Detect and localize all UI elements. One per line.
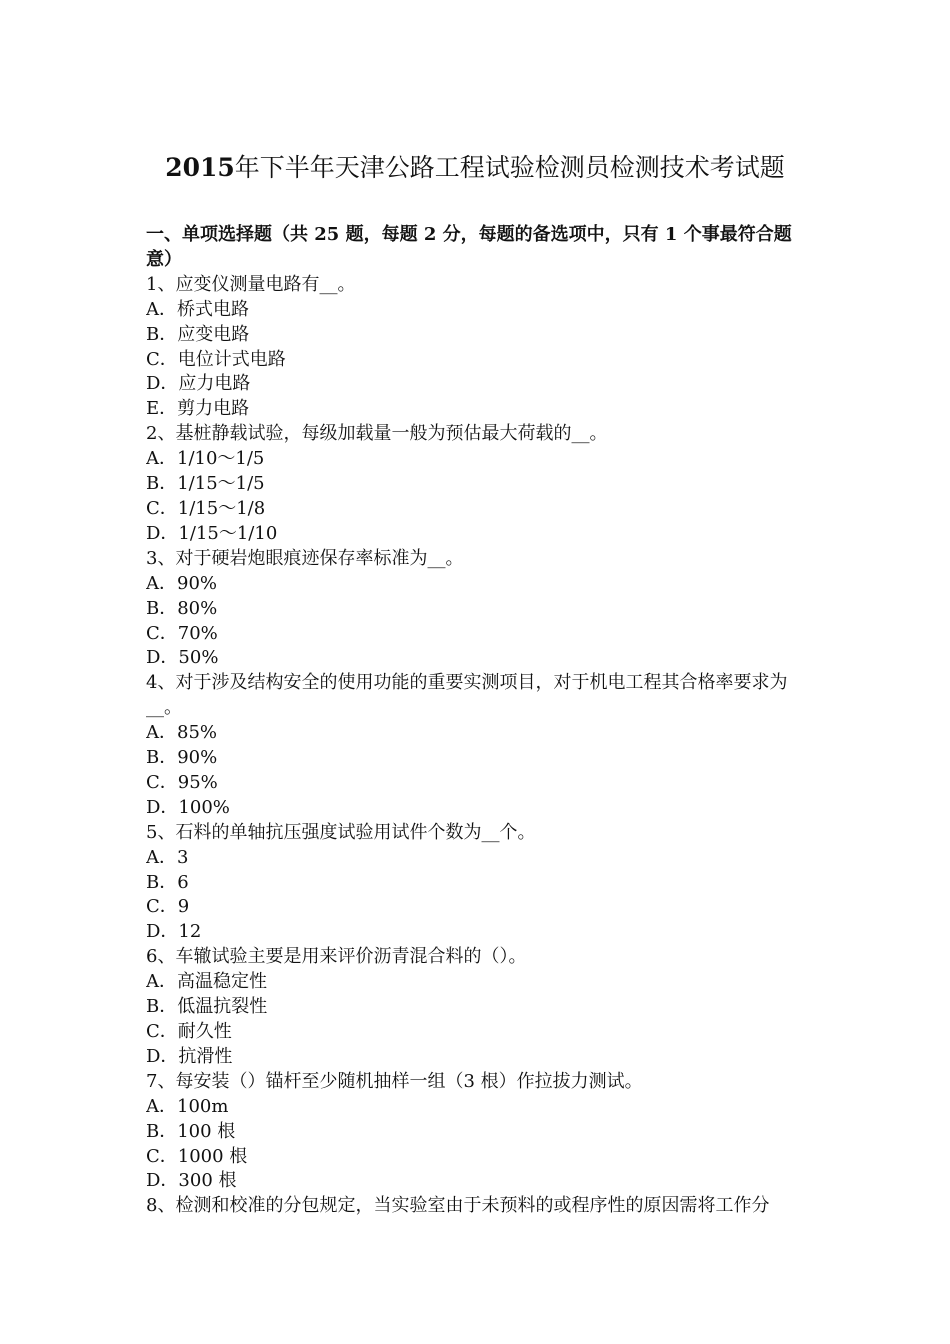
option-e: E．剪力电路 xyxy=(146,398,250,420)
question-2 xyxy=(146,422,814,547)
option-c: C．耐久性 xyxy=(146,1021,232,1042)
option-d: D．12 xyxy=(146,921,202,943)
option-b: B．6 xyxy=(146,871,189,893)
option-b: B．1/15～1/5 xyxy=(146,473,265,495)
question-5 xyxy=(146,821,814,946)
option-c: C．1000 根 xyxy=(146,1145,248,1167)
question-stem: 3、对于硬岩炮眼痕迹保存率标准为__。 xyxy=(146,547,464,569)
option-c: C．9 xyxy=(146,896,190,918)
option-c: C．1/15～1/8 xyxy=(146,497,266,519)
option-c: C．95% xyxy=(146,771,218,793)
option-d: D．300 根 xyxy=(146,1170,237,1192)
option-c: C．70% xyxy=(146,622,218,644)
question-stem: 2、基桩静载试验，每级加载量一般为预估最大荷载的__。 xyxy=(146,423,608,445)
question-1 xyxy=(146,273,814,422)
option-d: D．50% xyxy=(146,647,219,669)
title-text: 年下半年天津公路工程试验检测员检测技术考试题 xyxy=(234,153,785,182)
option-b: B．90% xyxy=(146,747,218,769)
question-3 xyxy=(146,547,814,672)
option-a: A．高温稳定性 xyxy=(146,971,267,993)
question-stem: 1、应变仪测量电路有__。 xyxy=(146,273,356,295)
title-year: 2015 xyxy=(165,153,235,182)
option-b: B．80% xyxy=(146,597,218,619)
section-heading: 一、单项选择题（共 25 题，每题 2 分，每题的备选项中，只有 1 个事最符合题意） xyxy=(146,224,792,270)
question-7 xyxy=(146,1070,814,1195)
document-body xyxy=(146,223,814,1219)
question-4 xyxy=(146,671,814,820)
option-a: A．1/10～1/5 xyxy=(146,448,265,470)
question-8 xyxy=(146,1194,814,1219)
option-d: D．100% xyxy=(146,796,230,818)
option-d: D．抗滑性 xyxy=(146,1045,233,1067)
option-a: A．桥式电路 xyxy=(146,298,249,320)
option-a: A．90% xyxy=(146,572,218,594)
option-b: B．应变电路 xyxy=(146,323,250,345)
option-a: A．85% xyxy=(146,722,218,744)
option-d: D．应力电路 xyxy=(146,373,251,395)
question-stem: 7、每安装（）锚杆至少随机抽样一组（3 根）作拉拔力测试。 xyxy=(146,1070,643,1092)
option-b: B．低温抗裂性 xyxy=(146,996,268,1018)
question-stem: 5、石料的单轴抗压强度试验用试件个数为__个。 xyxy=(146,821,536,843)
question-stem: 8、检测和校准的分包规定，当实验室由于未预料的或程序性的原因需将工作分 xyxy=(146,1195,770,1217)
option-b: B．100 根 xyxy=(146,1120,236,1142)
option-a: A．3 xyxy=(146,846,189,868)
question-stem: 6、车辙试验主要是用来评价沥青混合料的（）。 xyxy=(146,946,527,968)
option-d: D．1/15～1/10 xyxy=(146,522,278,544)
option-a: A．100m xyxy=(146,1095,229,1117)
option-c: C．电位计式电路 xyxy=(146,348,286,370)
question-stem: 4、对于涉及结构安全的使用功能的重要实测项目，对于机电工程其合格率要求为__。 xyxy=(146,672,788,719)
document-title xyxy=(0,150,950,186)
question-6 xyxy=(146,945,814,1070)
